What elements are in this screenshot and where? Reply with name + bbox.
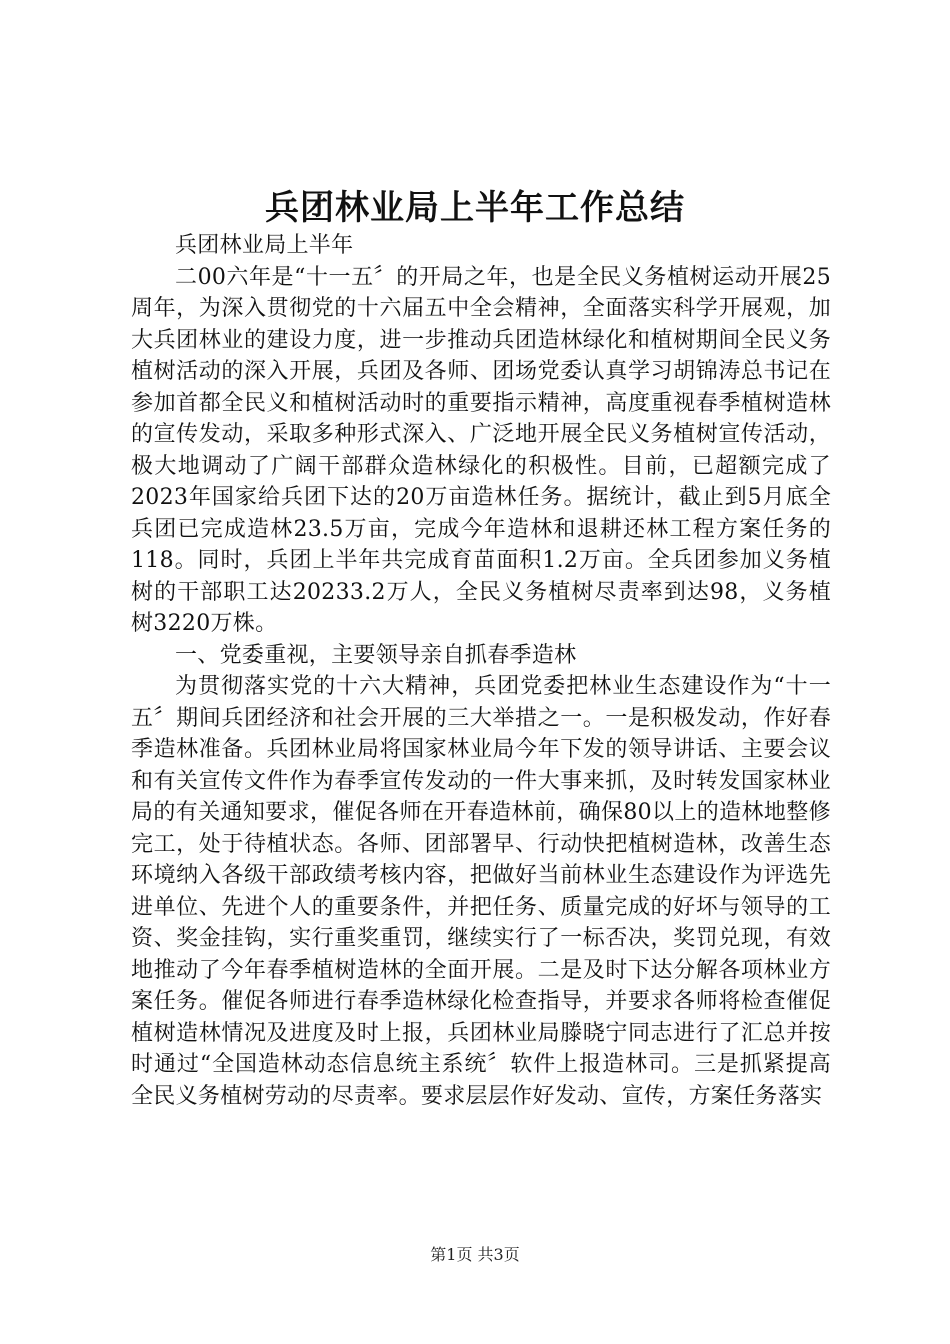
document-title: 兵团林业局上半年工作总结 bbox=[265, 188, 685, 228]
section-heading-1: 一、党委重视，主要领导亲自抓春季造林 bbox=[175, 642, 577, 668]
paragraph-intro-heading: 兵团林业局上半年 bbox=[175, 233, 354, 258]
paragraph-section-1: 为贯彻落实党的十六大精神，兵团党委把林业生态建设作为“十一五〞期间兵团经济和社会开展的三大举措之一。一是积极发动，作好春季造林准备。兵团林业局将国家林业局今年下发的领导讲话、主要会议和有关宣传文件作为春季宣传发动的一件大事来抓，及时转发国家林业局的有关通知要求，催促各师在开春造林前，确保80以上的造林地整修完工，处于待植状态。各师、团部署早、行动快把植树造林，改善生态环境纳入各级干部政绩考核内容，把做好当前林业生态建设作为评选先进单位、先进个人的重要条件，并把任务、质量完成的好坏与领导的工资、奖金挂钩，实行重奖重罚，继续实行了一标否决，奖罚兑现，有效地推动了今年春季植树造林的全面开展。二是及时下达分解各项林业方案任务。催促各师进行春季造林绿化检查指导，并要求各师将检查催促植树造林情况及进度及时上报，兵团林业局滕晓宁同志进行了汇总并按时通过“全国造林动态信息统主系统〞软件上报造林司。三是抓紧提高全民义务植树劳动的尽责率。要求层层作好发动、宣传，方案任务落实 bbox=[131, 674, 831, 1109]
paragraph-overview: 二00六年是“十一五〞的开局之年，也是全民义务植树运动开展25周年，为深入贯彻党的十六届五中全会精神，全面落实科学开展观，加大兵团林业的建设力度，进一步推动兵团造林绿化和植树期间全民义务植树活动的深入开展，兵团及各师、团场党委认真学习胡锦涛总书记在参加首都全民义和植树活动时的重要指示精神，高度重视春季植树造林的宣传发动，采取多种形式深入、广泛地开展全民义务植树宣传活动，极大地调动了广阔干部群众造林绿化的积极性。目前，已超额完成了2023年国家给兵团下达的20万亩造林任务。据统计，截止到5月底全兵团已完成造林23.5万亩，完成今年造林和退耕还林工程方案任务的118。同时，兵团上半年共完成育苗面积1.2万亩。全兵团参加义务植树的干部职工达20233.2万人，全民义务植树尽责率到达98，义务植树3220万株。 bbox=[131, 264, 831, 636]
page-footer: 第1页 共3页 bbox=[430, 1245, 520, 1264]
document-body bbox=[131, 230, 831, 1112]
